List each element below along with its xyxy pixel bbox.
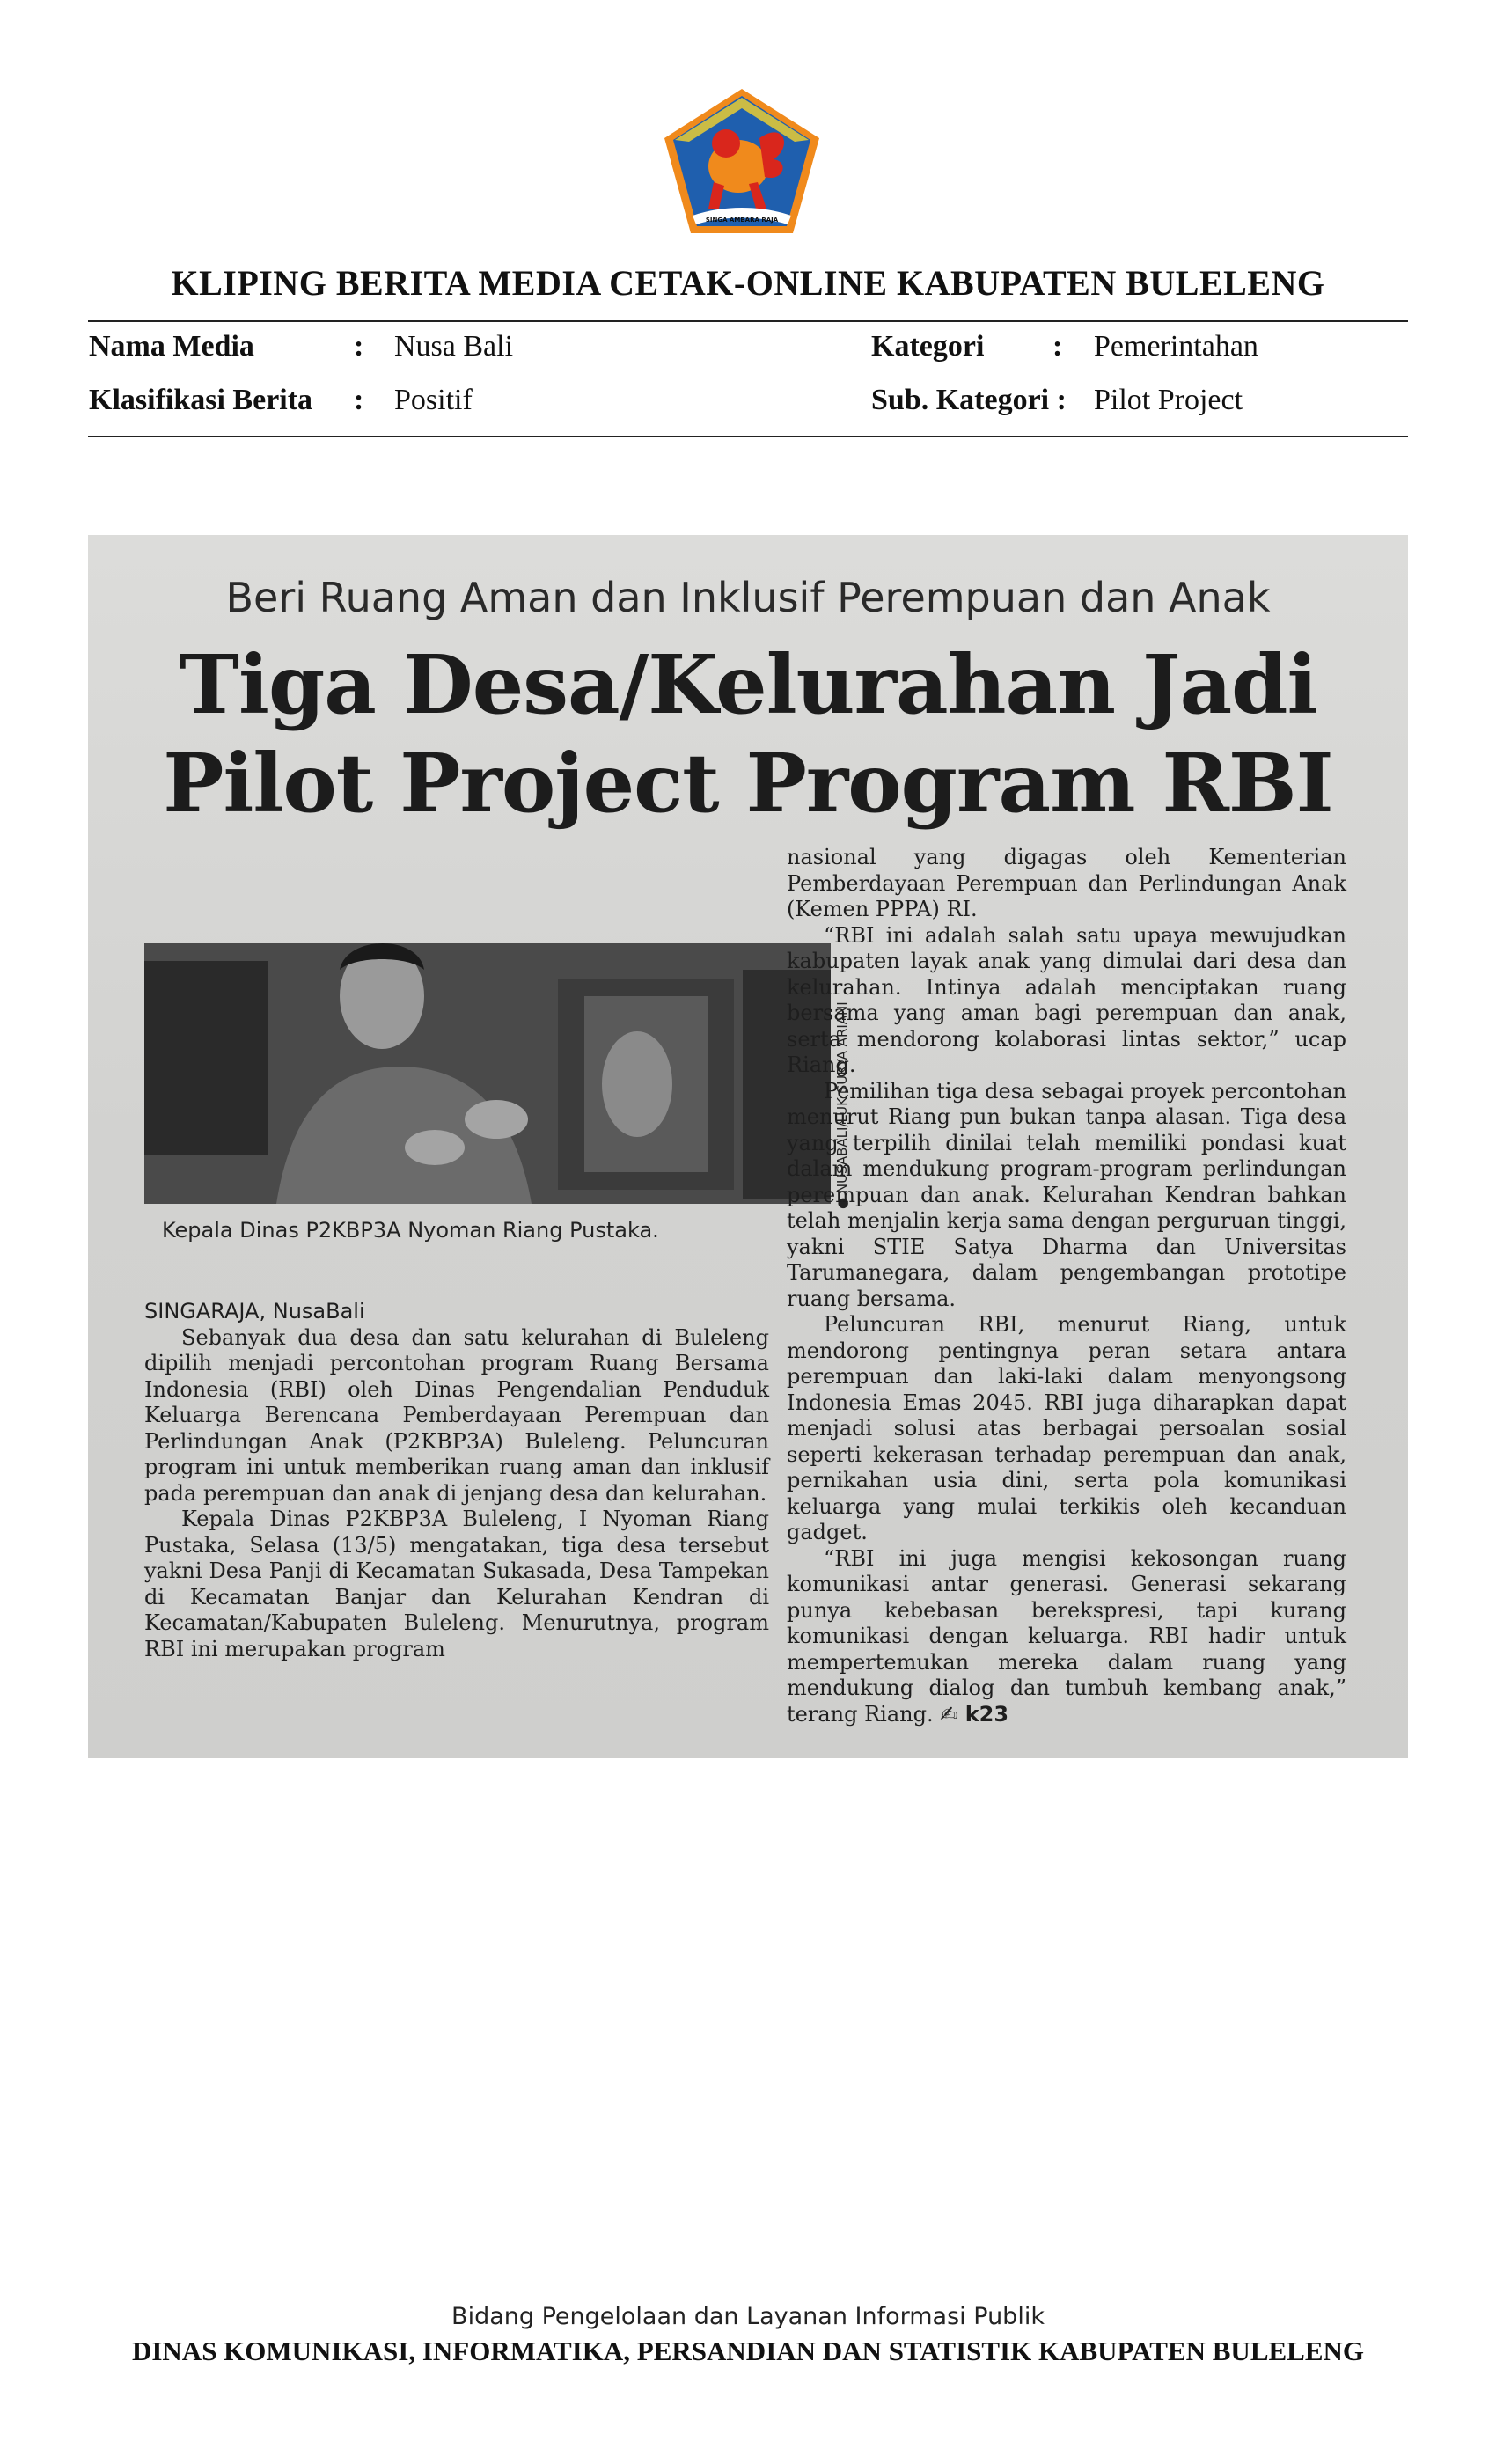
article-kicker: Beri Ruang Aman dan Inklusif Perempuan dan Anak (225, 574, 1271, 621)
header-divider-bottom (88, 436, 1408, 437)
sub-kategori-value: Pilot Project (1094, 384, 1243, 416)
author-signature: ✍ k23 (940, 1701, 1009, 1727)
kategori-value: Pemerintahan (1094, 330, 1258, 363)
nama-media-value: Nusa Bali (394, 330, 514, 363)
footer-agency: DINAS KOMUNIKASI, INFORMATIKA, PERSANDIAN DAN STATISTIK KABUPATEN BULELENG (131, 2336, 1365, 2366)
article-headline-line2: Pilot Project Program RBI (163, 736, 1333, 831)
logo-motto-text: SINGA AMBARA RAJA (705, 216, 779, 224)
footer-department: Bidang Pengelolaan dan Layanan Informasi Publik (451, 2303, 1045, 2330)
newspaper-clipping (88, 535, 1408, 1758)
article-paragraph: Pemilihan tiga desa sebagai proyek percontohan menurut Riang pun bukan tanpa alasan. Tiga desa yang terpilih dinilai telah memiliki pondasi kuat dalam mendukung program-program perlindungan perempuan dan anak. Kelurahan Kendran bahkan telah menjalin kerja sama dengan perguruan tinggi, yakni STIE Satya Dharma dan Universitas Tarumanegara, dalam pengembangan prototipe ruang bersama. (787, 1078, 1346, 1311)
article-paragraph: Kepala Dinas P2KBP3A Buleleng, I Nyoman Riang Pustaka, Selasa (13/5) mengatakan, tiga desa tersebut yakni Desa Panji di Kecamatan Sukasada, Desa Tampekan di Kecamatan Banjar dan Kelurahan Kendran di Kecamatan/Kabupaten Buleleng. Menurutnya, program RBI ini merupakan program (144, 1507, 769, 1661)
article-paragraph (787, 1546, 1346, 1728)
article-paragraph-text: “RBI ini juga mengisi kekosongan ruang komunikasi antar generasi. Generasi sekarang punya kebebasan berekspresi, tapi kurang komunikasi dengan keluarga. RBI hadir untuk mempertemukan mereka dalam ruang yang mendukung dialog dan tumbuh kembang anak,” terang Riang. (787, 1545, 1346, 1727)
article-column-left (144, 1299, 769, 1662)
article-headline-line1: Tiga Desa/Kelurahan Jadi (179, 637, 1317, 732)
kabupaten-buleleng-logo (661, 85, 823, 237)
document-title: KLIPING BERITA MEDIA CETAK-ONLINE KABUPATEN BULELENG (171, 263, 1325, 303)
article-column-right (787, 845, 1346, 1727)
article-paragraph: Sebanyak dua desa dan satu kelurahan di Buleleng dipilih menjadi percontohan program Ruang Bersama Indonesia (RBI) oleh Dinas Pengendalian Penduduk Keluarga Berencana Pemberdayaan Perempuan dan Perlindungan Anak (P2KBP3A) Buleleng. Peluncuran program ini untuk memberikan ruang aman dan inklusif pada perempuan dan anak di jenjang desa dan kelurahan. (144, 1324, 769, 1506)
sub-kategori-label: Sub. Kategori : (871, 384, 1067, 416)
kategori-label: Kategori (871, 330, 985, 363)
klasifikasi-colon: : (354, 384, 364, 416)
photo-credit-text: ● NUSABALI/LUK SURYA ARIANI (834, 1001, 850, 1209)
header-divider-top (88, 320, 1408, 322)
photo-caption: Kepala Dinas P2KBP3A Nyoman Riang Pustaka. (162, 1218, 659, 1243)
kategori-colon: : (1052, 330, 1063, 363)
klasifikasi-value: Positif (394, 384, 473, 416)
klasifikasi-label: Klasifikasi Berita (89, 384, 313, 416)
article-photo (144, 943, 831, 1204)
nama-media-colon: : (354, 330, 364, 363)
nama-media-label: Nama Media (89, 330, 254, 363)
article-dateline: SINGARAJA, NusaBali (144, 1299, 365, 1324)
article-paragraph: Peluncuran RBI, menurut Riang, untuk mendorong pentingnya peran setara antara perempuan dan laki-laki dalam menyongsong Indonesia Emas 2045. RBI juga diharapkan dapat menjadi solusi atas berbagai persoalan sosial seperti kekerasan terhadap perempuan dan anak, pernikahan usia dini, serta pola komunikasi keluarga yang mulai terkikis oleh kecanduan gadget. (787, 1312, 1346, 1544)
article-paragraph: nasional yang digagas oleh Kementerian Pemberdayaan Perempuan dan Perlindungan Anak (Kemen PPPA) RI. (787, 845, 1346, 921)
meta-row-2 (0, 384, 1496, 428)
meta-row-1 (0, 330, 1496, 374)
article-paragraph: “RBI ini adalah salah satu upaya mewujudkan kabupaten layak anak yang dimulai dari desa dan kelurahan. Intinya adalah menciptakan ruang bersama yang aman bagi perempuan dan anak, serta mendorong kolaborasi lintas sektor,” ucap Riang. (787, 922, 1346, 1077)
